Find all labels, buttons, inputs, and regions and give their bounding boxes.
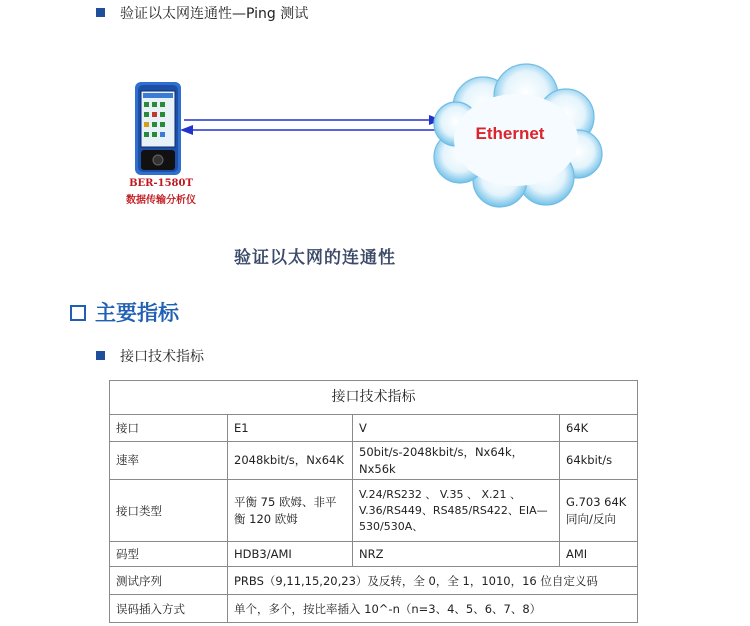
table-cell: 64kbit/s [560,442,638,480]
table-cell: 单个，多个，按比率插入 10^-n（n=3、4、5、6、7、8） [228,595,638,623]
table-row [110,415,638,442]
table-cell: 2048kbit/s，Nx64K [228,442,353,480]
ber-1580t-device-image [133,82,183,177]
table-cell: V [353,415,560,442]
table-cell: V.24/RS232 、 V.35 、 X.21 、V.36/RS449、RS485/RS422、EIA—530/530A、 [353,480,560,542]
arrow-left-icon [180,125,193,135]
table-cell: 接口 [110,415,228,442]
bidirectional-arrows [180,113,442,137]
table-row [110,567,638,595]
table-cell: G.703 64K 同向/反向 [560,480,638,542]
section-title: 主要指标 [95,301,179,325]
table-cell: AMI [560,542,638,567]
ethernet-label: Ethernet [475,124,545,143]
ping-test-heading: 验证以太网连通性—Ping 测试 [120,6,309,22]
device-model-label: BER-1580T [129,178,193,189]
table-cell: 码型 [110,542,228,567]
table-title: 接口技术指标 [110,381,638,415]
table-cell: 误码插入方式 [110,595,228,623]
table-row [110,442,638,480]
interface-spec-heading: 接口技术指标 [120,349,204,365]
table-cell: 平衡 75 欧姆、非平衡 120 欧姆 [228,480,353,542]
diagram-caption: 验证以太网的连通性 [234,248,396,268]
table-cell: 测试序列 [110,567,228,595]
table-cell: 接口类型 [110,480,228,542]
table-row [110,480,638,542]
table-cell: 50bit/s-2048kbit/s，Nx64k，Nx56k [353,442,560,480]
table-cell: NRZ [353,542,560,567]
table-row [110,595,638,623]
bullet-square-icon [96,8,105,17]
table-row [110,542,638,567]
interface-spec-table [109,380,638,623]
device-subtitle-label: 数据传输分析仪 [126,195,196,206]
section-box-icon [70,305,86,321]
table-cell: 64K [560,415,638,442]
table-cell: HDB3/AMI [228,542,353,567]
table-cell: PRBS（9,11,15,20,23）及反转，全 0，全 1，1010，16 位自定义码 [228,567,638,595]
bullet-square-icon [96,351,105,360]
table-cell: 速率 [110,442,228,480]
table-cell: E1 [228,415,353,442]
